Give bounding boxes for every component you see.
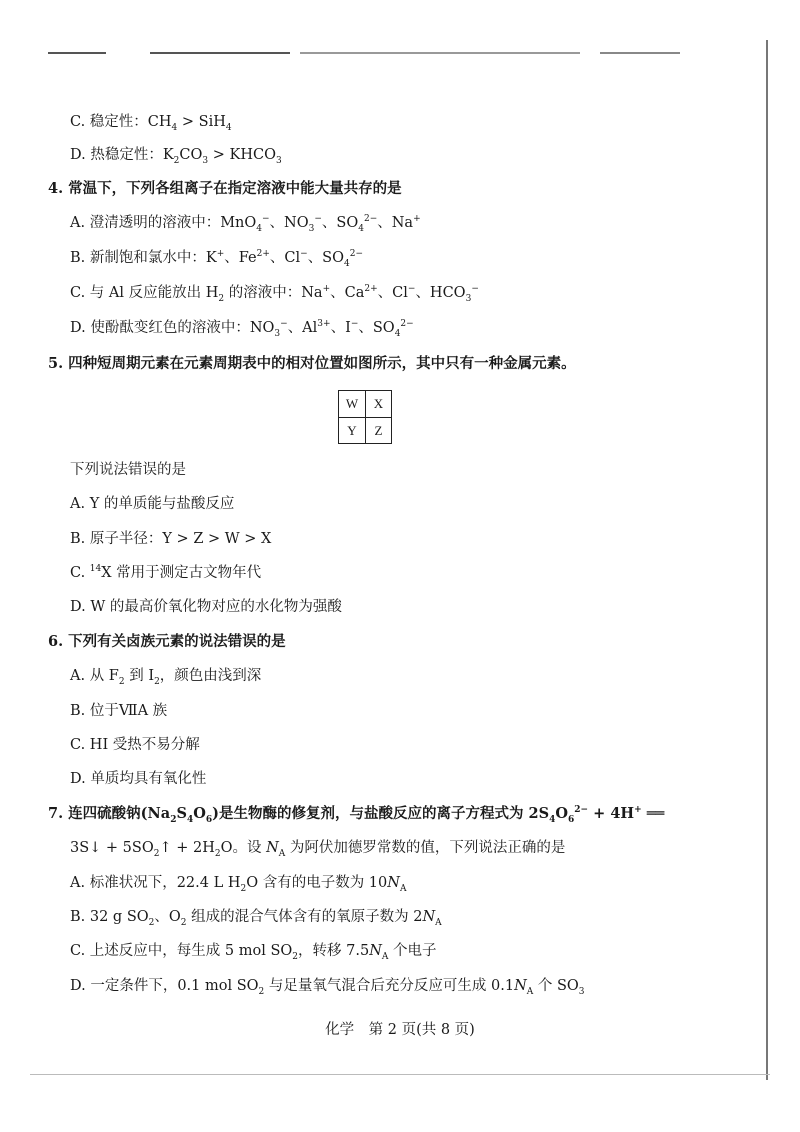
option-6a: A. 从 $F_2$ 到 $I_2$，颜色由浅到深 <box>70 668 262 687</box>
option-3d: D. 热稳定性：$K_2CO_3$ > $KHCO_3$ <box>70 147 282 166</box>
page-footer: 化学 第 2 页(共 8 页) <box>325 1022 475 1038</box>
bottom-divider <box>30 1074 770 1075</box>
option-5a: A. Y 的单质能与盐酸反应 <box>70 496 235 512</box>
periodic-position-grid <box>338 390 392 444</box>
option-5b: B. 原子半径：Y > Z > W > X <box>70 531 272 547</box>
scan-top-line-2 <box>150 52 290 54</box>
scan-top-line-4 <box>600 52 680 54</box>
option-7a: A. 标准状况下，22.4 L $H_2O$ 含有的电子数为 $10N_A$ <box>70 875 407 894</box>
question-5-stem: 5. 四种短周期元素在元素周期表中的相对位置如图所示，其中只有一种金属元素。 <box>48 355 576 372</box>
option-5c: C. $^{14}$X 常用于测定古文物年代 <box>70 564 262 581</box>
scan-top-line-3 <box>300 52 580 54</box>
option-7c: C. 上述反应中，每生成 5 mol $SO_2$，转移 $7.5N_A$ 个电子 <box>70 943 437 962</box>
question-6-stem: 6. 下列有关卤族元素的说法错误的是 <box>48 633 286 650</box>
grid-cell-x: X <box>365 391 391 417</box>
question-5-prompt: 下列说法错误的是 <box>70 462 186 478</box>
option-5d: D. W 的最高价氧化物对应的水化物为强酸 <box>70 599 342 615</box>
option-4c: C. 与 Al 反应能放出 $H_2$ 的溶液中：Na+、$Ca^{2+}$、Cl−、$HCO_3^-$ <box>70 284 479 304</box>
scan-top-line-1 <box>48 52 106 54</box>
grid-cell-y: Y <box>339 417 365 443</box>
option-6c: C. HI 受热不易分解 <box>70 737 200 753</box>
scan-right-edge <box>766 40 768 1080</box>
option-7b: B. 32 g $SO_2$、$O_2$ 组成的混合气体含有的氧原子数为 $2N_A$ <box>70 909 442 928</box>
question-4-stem: 4. 常温下，下列各组离子在指定溶液中能大量共存的是 <box>48 180 402 197</box>
option-7d: D. 一定条件下，0.1 mol $SO_2$ 与足量氧气混合后充分反应可生成 $0.1N_A$ 个 $SO_3$ <box>70 978 585 997</box>
option-4d: D. 使酚酞变红色的溶液中：$NO_3^-$、$Al^{3+}$、I−、$SO_4^{2-}$ <box>70 319 414 339</box>
grid-cell-z: Z <box>365 417 391 443</box>
option-3c: C. 稳定性：$CH_4 > SiH_4$ <box>70 114 232 133</box>
question-7-stem-line1: 7. 连四硫酸钠$(Na_2S_4O_6)$是生物酶的修复剂，与盐酸反应的离子方程式为 $2S_4O_6^{2-} + 4H^+$ ══ <box>48 805 665 825</box>
question-7-stem-line2: 3S↓ + $5SO_2↑ + 2H_2O$。设 $N_A$ 为阿伏加德罗常数的值，下列说法正确的是 <box>70 840 566 859</box>
option-4a: A. 澄清透明的溶液中：MnO$_4$−、$NO_3^-$、$SO_4^{2-}$、Na+ <box>70 214 421 234</box>
option-6d: D. 单质均具有氧化性 <box>70 771 207 787</box>
option-6b: B. 位于ⅦA 族 <box>70 703 168 719</box>
option-4b: B. 新制饱和氯水中：K+、$Fe^{2+}$、Cl−、$SO_4^{2-}$ <box>70 249 364 269</box>
grid-cell-w: W <box>345 396 359 411</box>
